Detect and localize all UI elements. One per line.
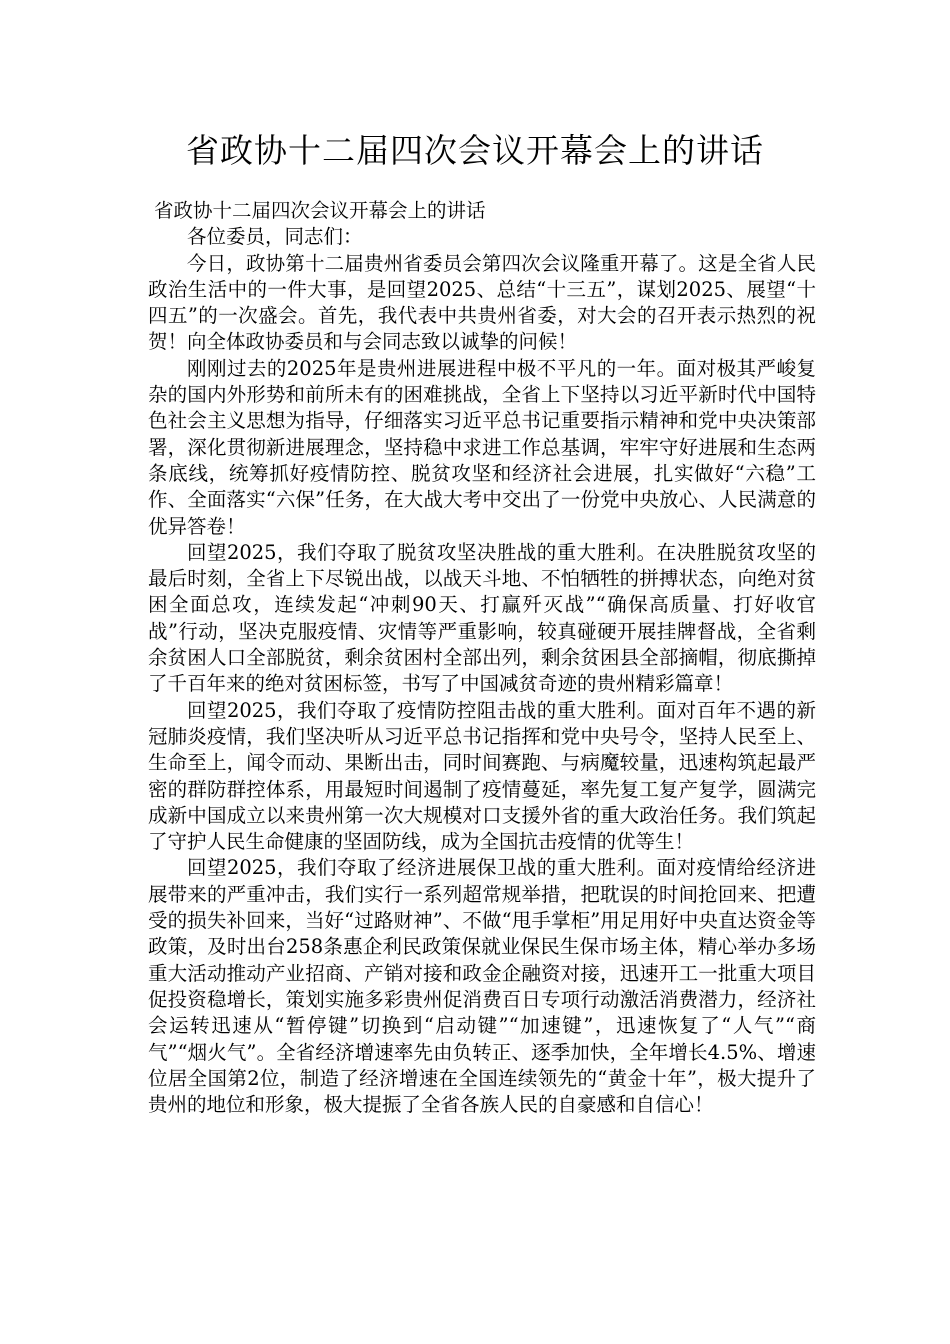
paragraph-3: 回望2025，我们夺取了脱贫攻坚决胜战的重大胜利。在决胜脱贫攻坚的最后时刻，全省上下尽锐出战，以战天斗地、不怕牺牲的拼搏状态，向绝对贫困全面总攻，连续发起“冲刺90天、打赢歼灭战”“确保高质量、打好收官战”行动，坚决克服疫情、灾情等严重影响，较真碰硬开展挂牌督战，全省剩余贫困人口全部脱贫，剩余贫困村全部出列，剩余贫困县全部摘帽，彻底撕掉了千百年来的绝对贫困标签，书写了中国减贫奇迹的贵州精彩篇章！ [148,540,816,696]
salutation: 各位委员，同志们： [187,225,363,249]
paragraph-4: 回望2025，我们夺取了疫情防控阻击战的重大胜利。面对百年不遇的新冠肺炎疫情，我们坚决听从习近平总书记指挥和党中央号令，坚持人民至上、生命至上，闻令而动、果断出击，同时间赛跑、与病魔较量，迅速构筑起最严密的群防群控体系，用最短时间遏制了疫情蔓延，率先复工复产复学，圆满完成新中国成立以来贵州第一次大规模对口支援外省的重大政治任务。我们筑起了守护人民生命健康的坚固防线，成为全国抗击疫情的优等生！ [148,698,816,854]
paragraph-5: 回望2025，我们夺取了经济进展保卫战的重大胜利。面对疫情给经济进展带来的严重冲击，我们实行一系列超常规举措，把耽误的时间抢回来、把遭受的损失补回来，当好“过路财神”、不做“甩手掌柜”用足用好中央直达资金等政策，及时出台258条惠企利民政策保就业保民生保市场主体，精心举办多场重大活动推动产业招商、产销对接和政金企融资对接，迅速开工一批重大项目促投资稳增长，策划实施多彩贵州促消费百日专项行动激活消费潜力，经济社会运转迅速从“暂停键”切换到“启动键”“加速键”，迅速恢复了“人气”“商气”“烟火气”。全省经济增速率先由负转正、逐季加快，全年增长4.5%、增速位居全国第2位，制造了经济增速在全国连续领先的“黄金十年”，极大提升了贵州的地位和形象，极大提振了全省各族人民的自豪感和自信心！ [148,856,816,1117]
document-body [148,198,816,1118]
paragraph-1: 今日，政协第十二届贵州省委员会第四次会议隆重开幕了。这是全省人民政治生活中的一件大事，是回望2025、总结“十三五”，谋划2025、展望“十四五”的一次盛会。首先，我代表中共贵州省委，对大会的召开表示热烈的祝贺！向全体政协委员和与会同志致以诚挚的问候！ [148,251,816,354]
document-title: 省政协十二届四次会议开幕会上的讲话 [186,131,764,170]
document-subtitle: 省政协十二届四次会议开幕会上的讲话 [154,199,486,222]
paragraph-2: 刚刚过去的2025年是贵州进展进程中极不平凡的一年。面对极其严峻复杂的国内外形势和前所未有的困难挑战，全省上下坚持以习近平新时代中国特色社会主义思想为指导，仔细落实习近平总书记重要指示精神和党中央决策部署，深化贯彻新进展理念，坚持稳中求进工作总基调，牢牢守好进展和生态两条底线，统筹抓好疫情防控、脱贫攻坚和经济社会进展，扎实做好“六稳”工作、全面落实“六保”任务，在大战大考中交出了一份党中央放心、人民满意的优异答卷！ [148,356,816,538]
